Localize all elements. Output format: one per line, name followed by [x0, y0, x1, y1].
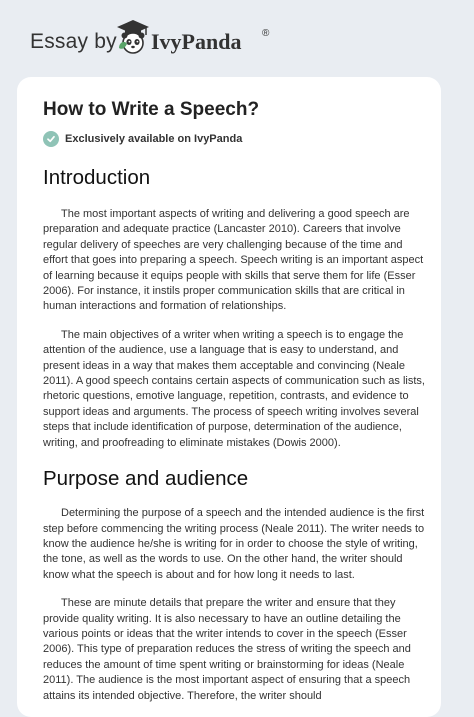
document-body: [43, 165, 429, 704]
document-title: How to Write a Speech?: [43, 99, 260, 120]
paragraph: These are minute details that prepare the writer and ensure that they provide quality writing. It is also necessary to have an outline detailing the various points or ideas that the writer intends to cover in the speech (Esser 2006). This type of preparation reduces the stress of writing the speech and reduces the amount of time spent writing or brainstorming for ideas (Neale 2011). The audience is the most important aspect of ensuring that a speech attains its intended objective. Therefore, the writer should: [43, 597, 411, 702]
site-header: [0, 0, 474, 78]
section-heading-purpose-and-audience: Purpose and audience: [43, 467, 249, 491]
document-card: [17, 77, 441, 717]
essay-by-label: Essay by: [30, 30, 117, 53]
paragraph: The most important aspects of writing and delivering a good speech are preparation and adequate practice (Lancaster 2010). Careers that involve regular delivery of speeches are very challenging because of the time and effort that goes into preparing a speech. Speech writing is an important aspect of learning because it equips people with skills that serve them for life (Esser 2006). For instance, it instils proper communication skills that are critical in human interactions and formation of relationships.: [43, 208, 424, 313]
checkmark-icon: [43, 131, 59, 147]
brand-name[interactable]: IvyPanda: [151, 29, 242, 54]
exclusive-badge-label: Exclusively available on IvyPanda: [65, 133, 243, 145]
paragraph: Determining the purpose of a speech and the intended audience is the first step before commencing the writing process (Neale 2011). The writer needs to know the audience he/she is writing for in order to choose the style of writing, the tone, as well as the words to use. On the other hand, the writer should know what the speech is about and for how long it needs to last.: [43, 507, 425, 581]
ivypanda-logo-icon[interactable]: [115, 18, 151, 58]
exclusive-badge: [43, 131, 242, 147]
paragraph: The main objectives of a writer when writing a speech is to engage the attention of the audience, use a language that is easy to understand, and present ideas in a way that makes them acceptable and convincing (Neale 2011). A good speech contains certain aspects of communication such as lists, rhetoric questions, emotive language, repetition, contrasts, and evidence to support ideas and arguments. The process of speech writing involves several steps that include identification of purpose, determination of the audience, writing, and proofreading to eliminate mistakes (Dowis 2000).: [43, 328, 425, 449]
registered-mark: ®: [262, 28, 270, 39]
section-heading-introduction: Introduction: [43, 166, 151, 189]
